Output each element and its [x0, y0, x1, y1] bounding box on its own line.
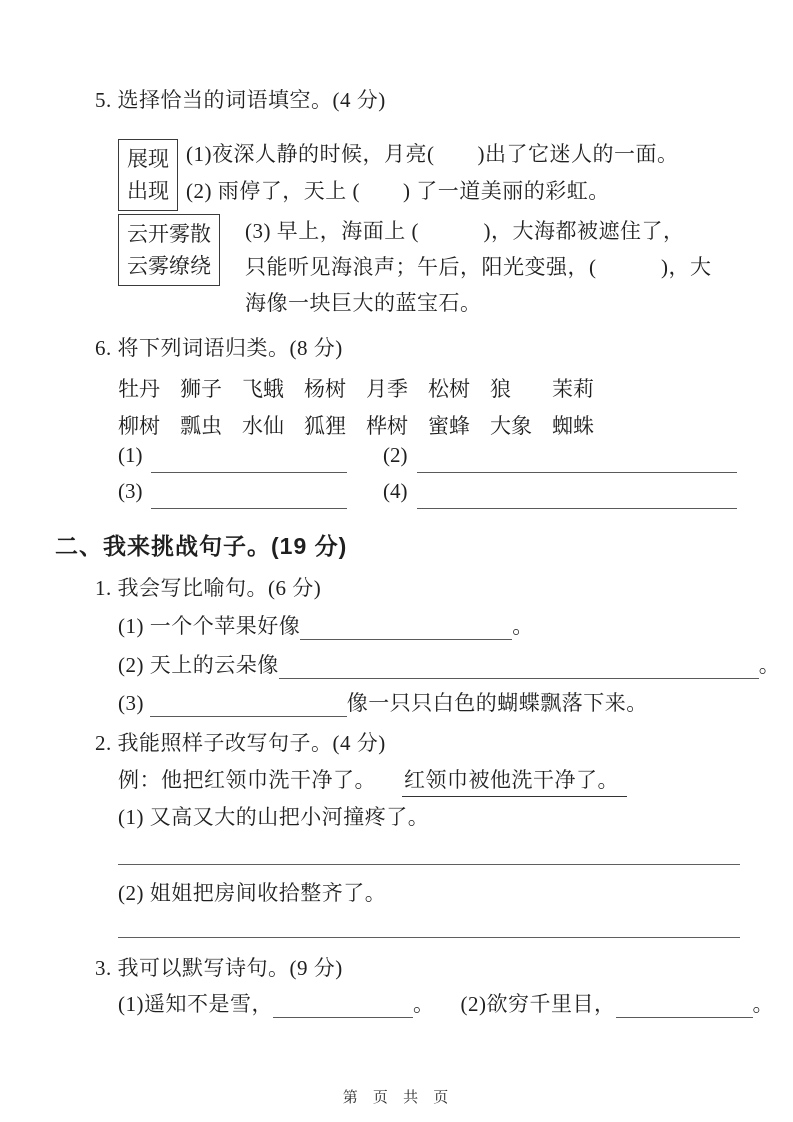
- s2q2-item-1: (1) 又高又大的山把小河撞疼了。: [118, 805, 430, 829]
- q6-blank-label-1: (1): [118, 443, 143, 467]
- word-item: 柳树: [118, 414, 160, 438]
- s2q3-item-1-period: 。: [413, 992, 435, 1016]
- s2q2-example-answer: 红领巾被他洗干净了。: [402, 766, 627, 797]
- q6-words-row-1: [118, 373, 614, 403]
- word-item: 蜜蜂: [428, 414, 470, 438]
- answer-blank: [616, 996, 753, 1018]
- q5-item-1: (1)夜深人静的时候，月亮( )出了它迷人的一面。: [186, 142, 679, 166]
- s2q2-example-source: 例：他把红领巾洗干净了。: [118, 768, 376, 792]
- q5-item-2: (2) 雨停了，天上 ( ) 了一道美丽的彩虹。: [186, 179, 610, 203]
- s2q1-item-1-text: (1) 一个个苹果好像: [118, 614, 301, 638]
- s2q1-item-2-period: 。: [758, 653, 781, 677]
- s2-question-1-title: 1. 我会写比喻句。(6 分): [95, 576, 322, 600]
- s2q1-item-1-period: 。: [512, 614, 534, 638]
- question-6-title: 6. 将下列词语归类。(8 分): [95, 336, 343, 360]
- q6-blank-label-3: (3): [118, 479, 143, 503]
- q6-blank-label-4: (4): [383, 479, 408, 503]
- q6-answer-blank-1: [151, 472, 347, 473]
- answer-blank: [273, 996, 413, 1018]
- answer-blank: [279, 657, 759, 679]
- s2q3-items: [118, 990, 774, 1018]
- s2q1-item-2: [118, 651, 780, 679]
- s2q2-answer-line-2: [118, 937, 740, 938]
- word-choice: 云雾缭绕: [127, 254, 211, 278]
- word-item: 瓢虫: [180, 414, 222, 438]
- word-item: 蜘蛛: [552, 414, 594, 438]
- answer-blank: [150, 695, 347, 717]
- word-item: 桦树: [366, 414, 408, 438]
- s2q1-item-2-text: (2) 天上的云朵像: [118, 653, 279, 677]
- word-item: 狐狸: [304, 414, 346, 438]
- q6-answer-row-2: [0, 479, 793, 510]
- word-item: 杨树: [304, 377, 346, 401]
- q6-answer-blank-2: [417, 472, 737, 473]
- answer-blank: [300, 618, 512, 640]
- q6-answer-blank-4: [417, 508, 737, 509]
- question-5-title: 5. 选择恰当的词语填空。(4 分): [95, 88, 386, 112]
- s2-question-2-title: 2. 我能照样子改写句子。(4 分): [95, 731, 386, 755]
- s2q3-item-2-period: 。: [752, 992, 774, 1016]
- word-item: 松树: [428, 377, 470, 401]
- s2-question-3-title: 3. 我可以默写诗句。(9 分): [95, 956, 343, 980]
- s2q2-example: [118, 766, 627, 797]
- word-choice: 展现: [127, 147, 169, 171]
- s2q3-item-1-text: (1)遥知不是雪，: [118, 992, 273, 1016]
- q5-item-3-line-1: (3) 早上，海面上 ( )，大海都被遮住了，: [245, 219, 685, 243]
- q5-item-3-line-3: 海像一块巨大的蓝宝石。: [245, 291, 482, 315]
- q6-answer-row-1: [0, 443, 793, 474]
- page-footer: 第 页 共 页: [342, 1089, 451, 1106]
- s2q3-item-2-text: (2)欲穷千里目，: [460, 992, 616, 1016]
- word-item: 飞蛾: [242, 377, 284, 401]
- word-item: 狮子: [180, 377, 222, 401]
- section-2-title: 二、我来挑战句子。(19 分): [55, 533, 348, 559]
- word-item: 茉莉: [552, 377, 594, 401]
- word-choice: 云开雾散: [127, 222, 211, 246]
- word-choice-box-2: [118, 214, 220, 286]
- word-item: 牡丹: [118, 377, 160, 401]
- q6-blank-label-2: (2): [383, 443, 408, 467]
- s2q1-item-3-text: 像一只只白色的蝴蝶飘落下来。: [346, 691, 648, 715]
- s2q1-item-3-label: (3): [118, 691, 150, 715]
- word-item: 狼: [490, 377, 511, 401]
- s2q1-item-3: [118, 689, 648, 717]
- q6-answer-blank-3: [151, 508, 347, 509]
- s2q2-item-2: (2) 姐姐把房间收拾整齐了。: [118, 881, 387, 905]
- word-item: 大象: [490, 414, 532, 438]
- s2q1-item-1: [118, 612, 534, 640]
- word-item: 水仙: [242, 414, 284, 438]
- q6-words-row-2: [118, 410, 614, 440]
- q5-item-3-line-2: 只能听见海浪声；午后，阳光变强，( )，大: [245, 255, 712, 279]
- word-item: 月季: [366, 377, 408, 401]
- word-choice-box-1: [118, 139, 178, 211]
- word-choice: 出现: [127, 179, 169, 203]
- s2q2-answer-line-1: [118, 864, 740, 865]
